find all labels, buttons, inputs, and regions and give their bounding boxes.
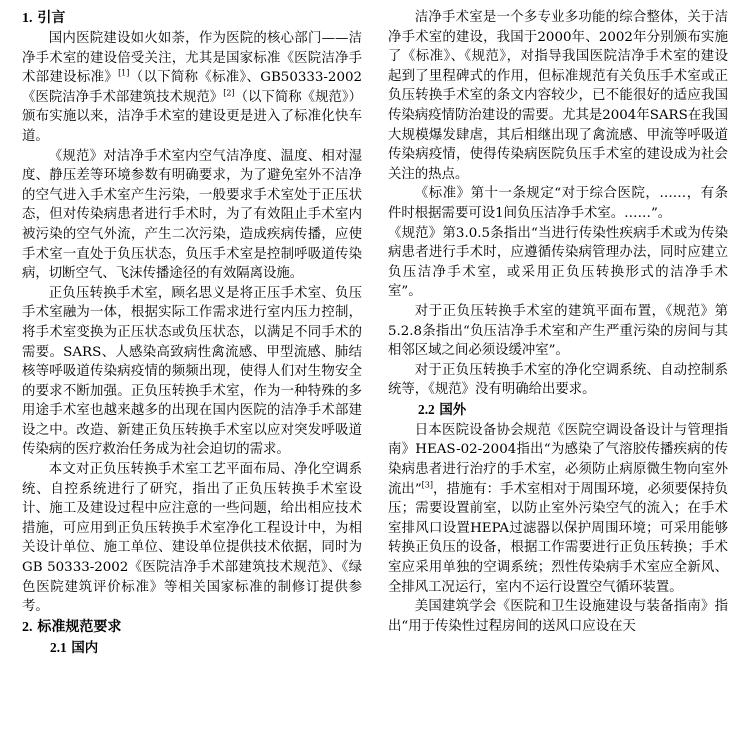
intro-paragraph-1-text-c: （以下简称《规范》）颁布实施以来，洁净手术室的建设更是进入了标准化快车道。 [22,89,362,144]
intro-paragraph-1 [22,29,362,147]
intro-paragraph-4: 本文对正负压转换手术室工艺平面布局、净化空调系统、自控系统进行了研究，指出了正负压转换手术室设计、施工及建设过程中应注意的一些问题，给出相应技术措施，可应用到正负压转换手术室净化工程设计中，为相关设计单位、施工单位、建设单位提供技术依据，同时为 GB 50333-2002《医院洁净手术部建筑技术规范》、《绿色医院建筑评价标准》等相关国家标准的制修订提供参考。 [22,462,362,615]
intro-paragraph-3: 正负压转换手术室，顾名思义是将正压手术室、负压手术室融为一体，根据实际工作需求进行室内压力控制，将手术室变换为正压状态或负压状态，以满足不同手术的需要。SARS、人感染高致病性禽流感、甲型流感、肺结核等呼吸道传染病疫情的频频出现，使得人们对生物安全的要求不断加强。正负压转换手术室，作为一种特殊的多用途手术室也越来越多的出现在国内医院的洁净手术部建设之中。改造、新建正负压转换手术室以应对突发呼吸道传染病的医疗救治任务成为社会迫切的需求。 [22,285,362,458]
subsection-heading-domestic [22,638,362,659]
citation-ref-1: [1] [118,68,130,78]
intro-paragraph-1-text-a: 国内医院建设如火如荼，作为医院的核心部门——洁净手术室的建设倍受关注，尤其是国家标准《医院洁净手术部建设标准》 [22,31,362,86]
domestic-paragraph-5: 对于正负压转换手术室的净化空调系统、自动控制系统等，《规范》没有明确给出要求。 [388,362,728,398]
section-heading-introduction [22,8,362,29]
left-column [22,8,362,659]
citation-ref-2: [2] [223,88,235,98]
section-title: 引言 [37,10,66,26]
intro-paragraph-1-text-b: （以下简称《标准》、GB50333-2002《医院洁净手术部建筑技术规范》 [22,70,362,105]
domestic-paragraph-3: 《规范》第3.0.5条指出“当进行传染性疾病手术或为传染病患者进行手术时，应遵循传染病管理办法，同时应建立负压洁净手术室，或采用正负压转换形式的洁净手术室”。 [388,225,728,300]
domestic-paragraph-4: 对于正负压转换手术室的建筑平面布置，《规范》第5.2.8条指出“负压洁净手术室和产生严重污染的房间与其相邻区域之间必须设缓冲室”。 [388,303,728,359]
intro-paragraph-2: 《规范》对洁净手术室内空气洁净度、温度、相对湿度、静压差等环境参数有明确要求，为了避免室外不洁净的空气进入手术室产生污染，一般要求手术室处于正压状态，但对传染病患者进行手术时，为了有效阻止手术室内被污染的空气外流，产生二次污染，造成疾病传播，应使手术室一直处于负压状态，负压手术室是控制呼吸道传染病，切断空气、飞沫传播途径的有效隔离设施。 [22,148,362,282]
section-heading-requirements [22,617,362,638]
right-column [388,8,728,636]
citation-ref-3: [3] [421,480,434,490]
international-paragraph-1-text-b: ，措施有：手术室相对于周围环境，必须要保持负压；需要设置前室，以防止室外污染空气的流入；在手术室排风口设置HEPA过滤器以保护周围环境；可采用能够转换正负压的设备，根据工作需要进行正负压转换；手术室应采用单独的空调系统；烈性传染病手术室应全新风、全排风工况运行，室内不运行设置空气循环装置。 [388,481,728,595]
subsection-heading-international [388,400,728,421]
section-number: 1. [22,11,33,26]
section-title: 标准规范要求 [37,618,122,635]
subsection-number: 2.1 [50,639,67,655]
international-paragraph-2: 美国建筑学会《医院和卫生设施建设与装备指南》指出“用于传染性过程房间的送风口应设在天 [388,599,728,634]
subsection-title: 国外 [439,402,467,418]
domestic-paragraph-2: 《标准》第十一条规定“对于综合医院，……，有条件时根据需要可设1间负压洁净手术室。……”。 [388,186,728,221]
section-number: 2. [22,619,33,635]
international-paragraph-1-text-a: 日本医院设备协会规范《医院空调设备设计与管理指南》HEAS-02-2004指出“为感染了气溶胶传播疾病的传染病患者进行治疗的手术室，必须防止病原微生物向室外流出” [388,422,728,497]
subsection-title: 国内 [71,640,99,656]
subsection-number: 2.2 [418,401,435,417]
domestic-paragraph-1: 洁净手术室是一个多专业多功能的综合整体，关于洁净手术室的建设，我国于2000年、2002年分别颁布实施了《标准》、《规范》，对指导我国医院洁净手术室的建设起到了里程碑式的作用，但标准规范有关负压手术室或正负压转换手术室的条文内容较少，已不能很好的适应我国传染病疫情防治建设的需要。尤其是2004年SARS在我国大规模爆发肆虐，其后相继出现了禽流感、甲流等呼吸道传染病疫情，使得传染病医院负压手术室的建设成为社会关注的热点。 [388,10,728,182]
international-paragraph-1 [388,421,728,597]
